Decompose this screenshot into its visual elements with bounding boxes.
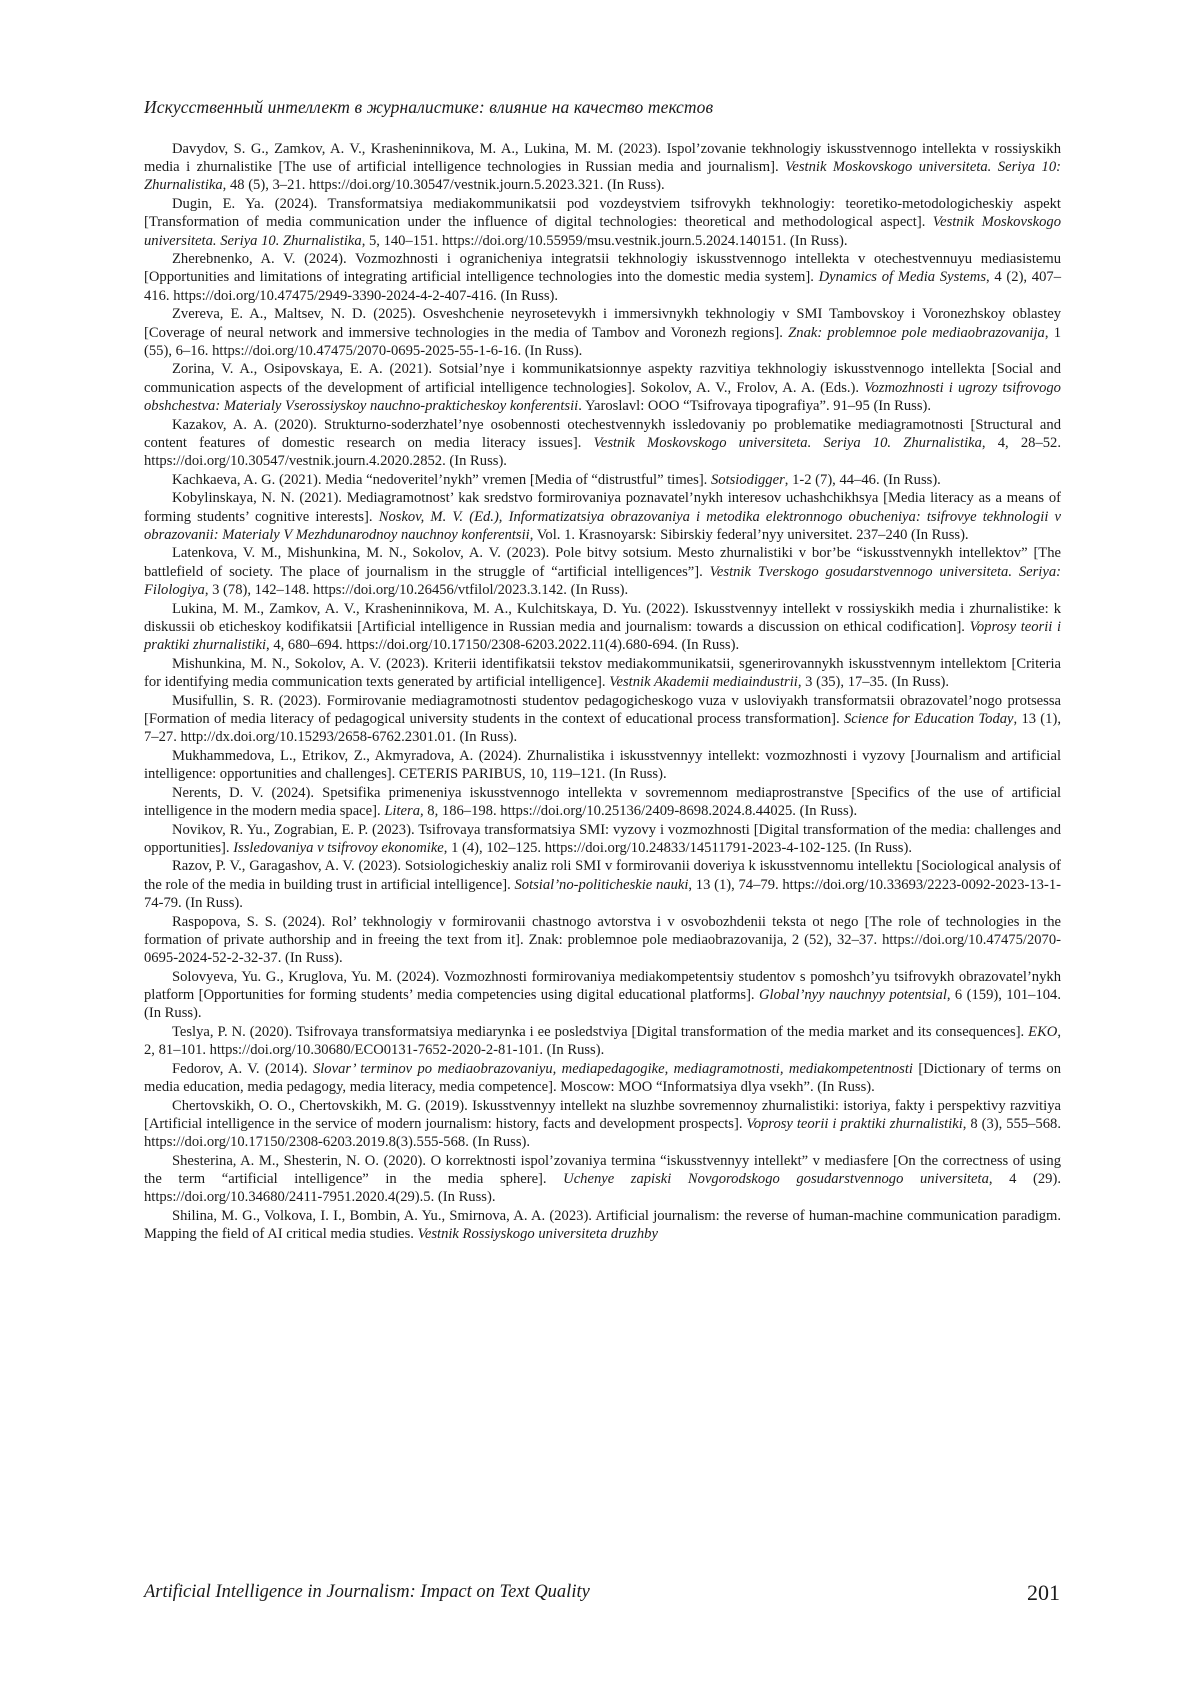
reference-details: , 1 (4), 102–125. https://doi.org/10.24833/14511791-2023-4-102-125. (In Russ). (443, 839, 912, 856)
reference-source-title: Vestnik Tverskogo gosudarstvennogo universiteta. Seriya: Filologiya (144, 563, 1061, 598)
reference-text: Novikov, R. Yu., Zograbian, E. P. (2023). Tsifrovaya transformatsiya SMI: vyzovy i vozmozhnosti [Digital transformation of the media: challenges and opportunities]. (144, 821, 1061, 856)
reference-details: , Vol. 1. Krasnoyarsk: Sibirskiy federal’nyy universitet. 237–240 (In Russ). (529, 526, 969, 543)
reference-text: Teslya, P. N. (2020). Tsifrovaya transformatsiya mediarynka i ee posledstviya [Digital transformation of the media market and its consequences]. (172, 1023, 1029, 1040)
reference-entry (144, 692, 1061, 747)
reference-text: Zherebnenko, A. V. (2024). Vozmozhnosti i ogranicheniya integratsii tekhnologiy iskusstvennogo intellekta v otechestvennuyu mediasistemu [Opportunities and limitations of integrating artificial intelligence technologies into the domestic media system]. (144, 251, 1061, 286)
reference-entry (144, 140, 1061, 195)
reference-details: . Yaroslavl: OOO “Tsifrovaya tipografiya”. 91–95 (In Russ). (578, 397, 932, 414)
reference-source-title: Vestnik Moskovskogo universiteta. Seriya 10: Zhurnalistika (144, 159, 1061, 194)
reference-text: Solovyeva, Yu. G., Kruglova, Yu. M. (2024). Vozmozhnosti formirovaniya mediakompetentsiy studentov s pomoshch’yu tsifrovykh obrazovatel’nykh platform [Opportunities for forming students’ media competencies using digital educational platforms]. (144, 968, 1061, 1003)
reference-entry (144, 600, 1061, 655)
reference-source-title: Vestnik Akademii mediaindustrii (609, 673, 798, 690)
reference-source-title: Voprosy teorii i praktiki zhurnalistiki (746, 1115, 963, 1132)
reference-entry (144, 913, 1061, 968)
reference-details: , 1-2 (7), 44–46. (In Russ). (784, 471, 941, 488)
reference-text: Kazakov, A. A. (2020). Strukturno-soderzhatel’nye osobennosti otechestvennykh issledovaniy po problematike mediagramotnosti [Structural and content features of domestic research on media literacy issues]. (144, 416, 1061, 451)
reference-source-title: Vestnik Moskovskogo universiteta. Seriya 10. Zhurnalistika (144, 214, 1061, 249)
reference-details: , 4 (2), 407–416. https://doi.org/10.47475/2949-3390-2024-4-2-407-416. (In Russ). (144, 269, 1061, 304)
reference-source-title: Global’nyy nauchnyy potentsial (758, 986, 947, 1003)
reference-details: , 3 (35), 17–35. (In Russ). (797, 673, 950, 690)
reference-details: , 4 (29). https://doi.org/10.34680/2411-7951.2020.4(29).5. (In Russ). (144, 1170, 1061, 1206)
reference-text: Raspopova, S. S. (2024). Rol’ tekhnologiy v formirovanii chastnogo avtorstva i v osvobozhdenii teksta ot nego [The role of technologies in the formation of private authorship and in freeing the text from it]. Znak: problemnoe pole mediaobrazovanija, 2 (52), 32–37. https://doi.org/10.47475/2070-0695-2024-52-2-32-37. (In Russ). (144, 913, 1061, 966)
reference-text: Musifullin, S. R. (2023). Formirovanie mediagramotnosti studentov pedagogicheskogo vuza v usloviyakh transformatsii obrazovatel’nogo protsessa [Formation of media literacy of pedagogical university students in the context of educational process transformation]. (144, 692, 1061, 727)
reference-text: Lukina, M. M., Zamkov, A. V., Krasheninnikova, M. A., Kulchitskaya, D. Yu. (2022). Iskusstvennyy intellekt v rossiyskikh media i zhurnalistike: k diskussii ob eticheskoy kodifikatsii [Artificial intelligence in Russian media and journalism: towards a discussion on ethical codification]. (144, 600, 1061, 635)
reference-text: Kobylinskaya, N. N. (2021). Mediagramotnost’ kak sredstvo formirovaniya poznavatel’nykh interesov uchashchikhsya [Media literacy as a means of forming students’ cognitive interests]. (144, 490, 1061, 525)
reference-details: , 8 (3), 555–568. https://doi.org/10.17150/2308-6203.2019.8(3).555-568. (In Russ). (144, 1115, 1061, 1150)
reference-source-title: Znak: problemnoe pole mediaobrazovanija (788, 324, 1045, 341)
reference-text: Shilina, M. G., Volkova, I. I., Bombin, A. Yu., Smirnova, A. A. (2023). Artificial journalism: the reverse of human-machine communication paradigm. Mapping the field of AI critical media studies. (144, 1207, 1061, 1242)
page-number: 201 (1027, 1580, 1060, 1605)
reference-entry (144, 1023, 1061, 1059)
reference-details: , 48 (5), 3–21. https://doi.org/10.30547/vestnik.journ.5.2023.321. (In Russ). (222, 177, 665, 194)
reference-text: Mishunkina, M. N., Sokolov, A. V. (2023). Kriterii identifikatsii tekstov mediakommunikatsii, sgenerirovannykh iskusstvennym intellektom [Criteria for identifying media communication texts generated by artificial intelligence]. (144, 655, 1061, 690)
reference-source-title: Dynamics of Media Systems (818, 269, 987, 286)
reference-text: Razov, P. V., Garagashov, A. V. (2023). Sotsiologicheskiy analiz roli SMI v formirovanii doveriya k iskusstvennomu intellektu [Sociological analysis of the role of the media in building trust in artificial intelligence]. (144, 858, 1061, 893)
reference-source-title: Uchenye zapiski Novgorodskogo gosudarstvennogo universiteta (563, 1170, 989, 1187)
reference-details: , 3 (78), 142–148. https://doi.org/10.26456/vtfilol/2023.3.142. (In Russ). (204, 581, 629, 598)
footer-title: Artificial Intelligence in Journalism: Impact on Text Quality (144, 1582, 590, 1602)
reference-text: Shesterina, A. M., Shesterin, N. O. (2020). O korrektnosti ispol’zovaniya termina “iskusstvennyy intellekt” v mediasfere [On the correctness of using the term “artificial intelligence” in the media sphere]. (144, 1152, 1061, 1187)
reference-source-title: Sotsial’no-politicheskie nauki (514, 876, 689, 893)
reference-text: Latenkova, V. M., Mishunkina, M. N., Sokolov, A. V. (2023). Pole bitvy sotsium. Mesto zhurnalistiki v bor’be “iskusstvennykh intellektov” [The battlefield of society. The place of journalism in the struggle of “artificial intelligences”]. (144, 545, 1061, 580)
reference-source-title: Litera (384, 802, 420, 819)
reference-entry (144, 416, 1061, 471)
reference-text: Mukhammedova, L., Etrikov, Z., Akmyradova, A. (2024). Zhurnalistika i iskusstvennyy intellekt: vozmozhnosti i vyzovy [Journalism and artificial intelligence: opportunities and challenges]. CETERIS PARIBUS, 10, 119–121. (In Russ). (144, 747, 1061, 782)
reference-entry (144, 655, 1061, 691)
reference-details: , 6 (159), 101–104. (In Russ). (144, 986, 1061, 1022)
reference-entry (144, 1060, 1061, 1096)
reference-source-title: Vestnik Rossiyskogo universiteta druzhby (417, 1225, 658, 1242)
reference-text: Kachkaeva, A. G. (2021). Media “nedoveritel’nykh” vremen [Media of “distrustful” times]. (172, 471, 711, 488)
reference-source-title: Noskov, M. V. (Ed.), Informatizatsiya obrazovaniya i metodika elektronnogo obucheniya: tsifrovye tekhnologii v obrazovanii: Materialy V Mezhdunarodnoy nauchnoy konferentsii (144, 508, 1062, 543)
reference-source-title: EKO (1028, 1023, 1058, 1040)
running-header: Искусственный интеллект в журналистике: влияние на качество текстов (144, 97, 714, 117)
reference-entry (144, 250, 1061, 305)
reference-source-title: Voprosy teorii i praktiki zhurnalistiki (144, 618, 1061, 653)
reference-details: , 8, 186–198. https://doi.org/10.25136/2409-8698.2024.8.44025. (In Russ). (420, 802, 858, 819)
reference-details: , 4, 680–694. https://doi.org/10.17150/2308-6203.2022.11(4).680-694. (In Russ). (266, 636, 740, 653)
reference-entry (144, 360, 1061, 415)
reference-entry (144, 1207, 1061, 1243)
reference-details: , 5, 140–151. https://doi.org/10.55959/msu.vestnik.journ.5.2024.140151. (In Russ). (361, 232, 848, 249)
reference-text: Davydov, S. G., Zamkov, A. V., Krasheninnikova, M. A., Lukina, M. M. (2023). Ispol’zovanie tekhnologiy iskusstvennogo intellekta v rossiyskikh media i zhurnalistike [The use of artificial intelligence technologies in Russian media and journalism]. (144, 141, 1061, 176)
reference-text: Zorina, V. A., Osipovskaya, E. A. (2021). Sotsial’nye i kommunikatsionnye aspekty razvitiya tekhnologiy iskusstvennogo intellekta [Social and communication aspects of the development of artificial intelligence technologies]. Sokolov, A. V., Frolov, A. A. (Eds.). (144, 361, 1061, 396)
reference-entry (144, 821, 1061, 857)
reference-entry (144, 195, 1061, 250)
reference-entry (144, 544, 1061, 599)
reference-text: Zvereva, E. A., Maltsev, N. D. (2025). Osveshchenie neyrosetevykh i immersivnykh tekhnologiy v SMI Tambovskoy i Voronezhskoy oblastey [Coverage of neural network and immersive technologies in the media of Tambov and Voronezh regions]. (144, 306, 1061, 341)
reference-text: Chertovskikh, O. O., Chertovskikh, M. G. (2019). Iskusstvennyy intellekt na sluzhbe sovremennoy zhurnalistiki: istoriya, fakty i perspektivy razvitiya [Artificial intelligence in the service of modern journalism: history, facts and development prospects]. (144, 1097, 1061, 1132)
reference-source-title: Science for Education Today (843, 710, 1014, 727)
reference-text: Dugin, E. Ya. (2024). Transformatsiya mediakommunikatsii pod vozdeystviem tsifrovykh tekhnologiy: teoretiko-metodologicheskiy aspekt [Transformation of media communication under the influence of digital technologies: theoretical and methodological aspect]. (144, 196, 1061, 231)
reference-source-title: Vozmozhnosti i ugrozy tsifrovogo obshchestva: Materialy Vserossiyskoy nauchno-prakticheskoy konferentsii (144, 379, 1061, 414)
reference-details: , 13 (1), 74–79. https://doi.org/10.33693/2223-0092-2023-13-1-74-79. (In Russ). (144, 876, 1061, 911)
reference-entry (144, 1152, 1061, 1207)
reference-details: , 2, 81–101. https://doi.org/10.30680/ECO0131-7652-2020-2-81-101. (In Russ). (144, 1023, 1061, 1058)
reference-details: [Dictionary of terms on media education, media pedagogy, media literacy, media competence]. Moscow: MOO “Informatsiya dlya vsekh”. (In Russ). (144, 1060, 1061, 1095)
reference-details: , 4, 28–52. https://doi.org/10.30547/vestnik.journ.4.2020.2852. (In Russ). (144, 434, 1061, 469)
reference-details: , 13 (1), 7–27. http://dx.doi.org/10.15293/2658-6762.2301.01. (In Russ). (144, 710, 1061, 745)
reference-text: Fedorov, A. V. (2014). (172, 1060, 313, 1077)
reference-source-title: Sotsiodigger (710, 471, 785, 488)
reference-entry (144, 968, 1061, 1023)
reference-entry (144, 305, 1061, 360)
reference-source-title: Slovar’ terminov po mediaobrazovaniyu, mediapedagogike, mediagramotnosti, mediakompetentnosti (312, 1060, 913, 1077)
reference-entry (144, 471, 1061, 489)
reference-source-title: Issledovaniya v tsifrovoy ekonomike (233, 839, 444, 856)
reference-source-title: Vestnik Moskovskogo universiteta. Seriya 10. Zhurnalistika (593, 434, 982, 451)
reference-text: Nerents, D. V. (2024). Spetsifika primeneniya iskusstvennogo intellekta v sovremennom mediaprostranstve [Specifics of the use of artificial intelligence in the modern media space]. (144, 784, 1061, 819)
reference-entry (144, 1097, 1061, 1152)
reference-details: , 1 (55), 6–16. https://doi.org/10.47475/2070-0695-2025-55-1-6-16. (In Russ). (144, 324, 1062, 359)
reference-entry (144, 747, 1061, 783)
reference-list (144, 140, 1061, 1244)
reference-entry (144, 784, 1061, 820)
reference-entry (144, 857, 1061, 912)
reference-entry (144, 489, 1061, 544)
